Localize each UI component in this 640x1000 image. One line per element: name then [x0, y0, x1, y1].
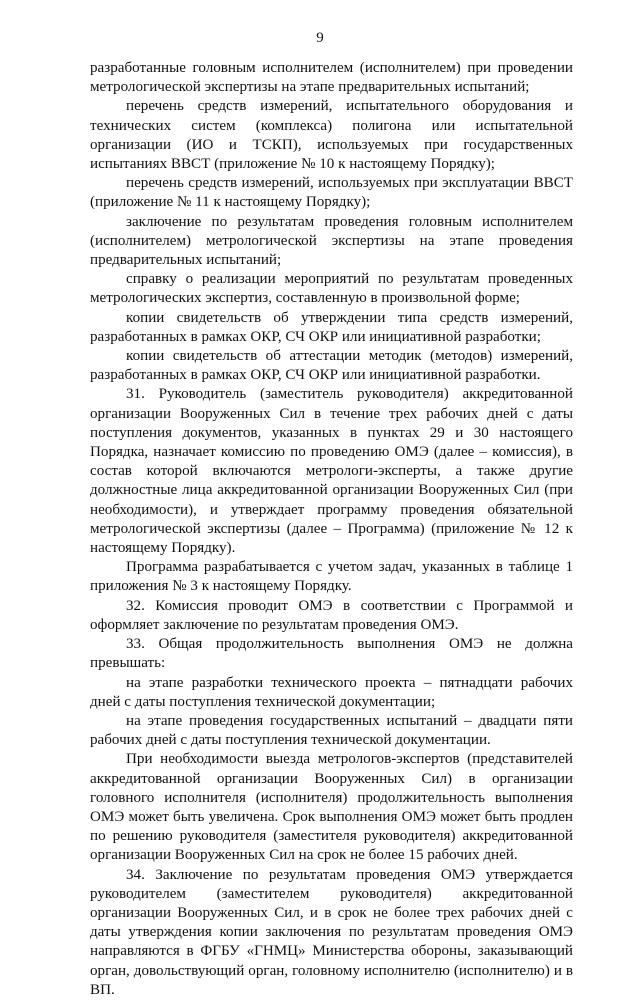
- list-item-type-approval-copies: копии свидетельств об утверждении типа средств измерений, разработанных в рамках ОКР, СЧ ОКР или инициативной разработки;: [90, 309, 573, 345]
- clause-33: 33. Общая продолжительность выполнения ОМЭ не должна превышать:: [90, 636, 573, 672]
- clause-31: 31. Руководитель (заместитель руководителя) аккредитованной организации Вооруженных Сил в течение трех рабочих дней с даты поступления документов, указанных в пунктах 29 и 30 настоящего Порядка, назначает комиссию по проведению ОМЭ (далее – комиссия), в состав которой включаются метрологи-эксперты, а также другие должностные лица аккредитованной организации Вооруженных Сил (при необходимости), и утверждает программу проведения обязательной метрологической экспертизы (далее – Программа) (приложение № 12 к настоящему Порядку).: [90, 386, 573, 557]
- clause-34: 34. Заключение по результатам проведения ОМЭ утверждается руководителем (заместителем руководителя) аккредитованной организации Вооруженных Сил, и в срок не более трех рабочих дней с даты утверждения копии заключения по результатам проведения ОМЭ направляются в ФГБУ «ГНМЦ» Министерства обороны, заказывающий орган, довольствующий орган, головному исполнителю (исполнителю) и в ВП.: [90, 866, 573, 998]
- clause-33-extension: При необходимости выезда метрологов-экспертов (представителей аккредитованной организации Вооруженных Сил) в организации головного исполнителя (исполнителя) продолжительность выполнения ОМЭ может быть увеличена. Срок выполнения ОМЭ может быть продлен по решению руководителя (заместителя руководителя) аккредитованной организации Вооруженных Сил на срок не более 15 рабочих дней.: [90, 751, 573, 864]
- clause-32: 32. Комиссия проводит ОМЭ в соответствии с Программой и оформляет заключение по результатам проведения ОМЭ.: [90, 597, 573, 633]
- document-body: [90, 59, 573, 1000]
- paragraph-continuation: разработанные головным исполнителем (исполнителем) при проведении метрологической экспертизы на этапе предварительных испытаний;: [90, 60, 573, 96]
- clause-33-testing-stage: на этапе проведения государственных испытаний – двадцати пяти рабочих дней с даты поступления технической документации.: [90, 712, 573, 749]
- list-item-measures-report: справку о реализации мероприятий по результатам проведенных метрологических экспертиз, составленную в произвольной форме;: [90, 271, 573, 307]
- page-number: 9: [316, 30, 324, 46]
- list-item-method-certification-copies: копии свидетельств об аттестации методик (методов) измерений, разработанных в рамках ОКР, СЧ ОКР или инициативной разработки.: [90, 348, 573, 384]
- clause-33-design-stage: на этапе разработки технического проекта – пятнадцати рабочих дней с даты поступления технической документации;: [90, 674, 573, 710]
- list-item-expertise-conclusion: заключение по результатам проведения головным исполнителем (исполнителем) метрологической экспертизы на этапе проведения предварительных испытаний;: [90, 213, 573, 269]
- list-item-equipment-list: перечень средств измерений, испытательного оборудования и технических систем (комплекса) полигона или испытательной организации (ИО и ТСКП), используемых при государственных испытаниях ВВСТ (приложение № 10 к настоящему Порядку);: [90, 98, 573, 173]
- clause-31-program-note: Программа разрабатывается с учетом задач, указанных в таблице 1 приложения № 3 к настоящему Порядку.: [90, 559, 573, 595]
- list-item-operation-instruments: перечень средств измерений, используемых при эксплуатации ВВСТ (приложение № 11 к настоящему Порядку);: [90, 175, 573, 211]
